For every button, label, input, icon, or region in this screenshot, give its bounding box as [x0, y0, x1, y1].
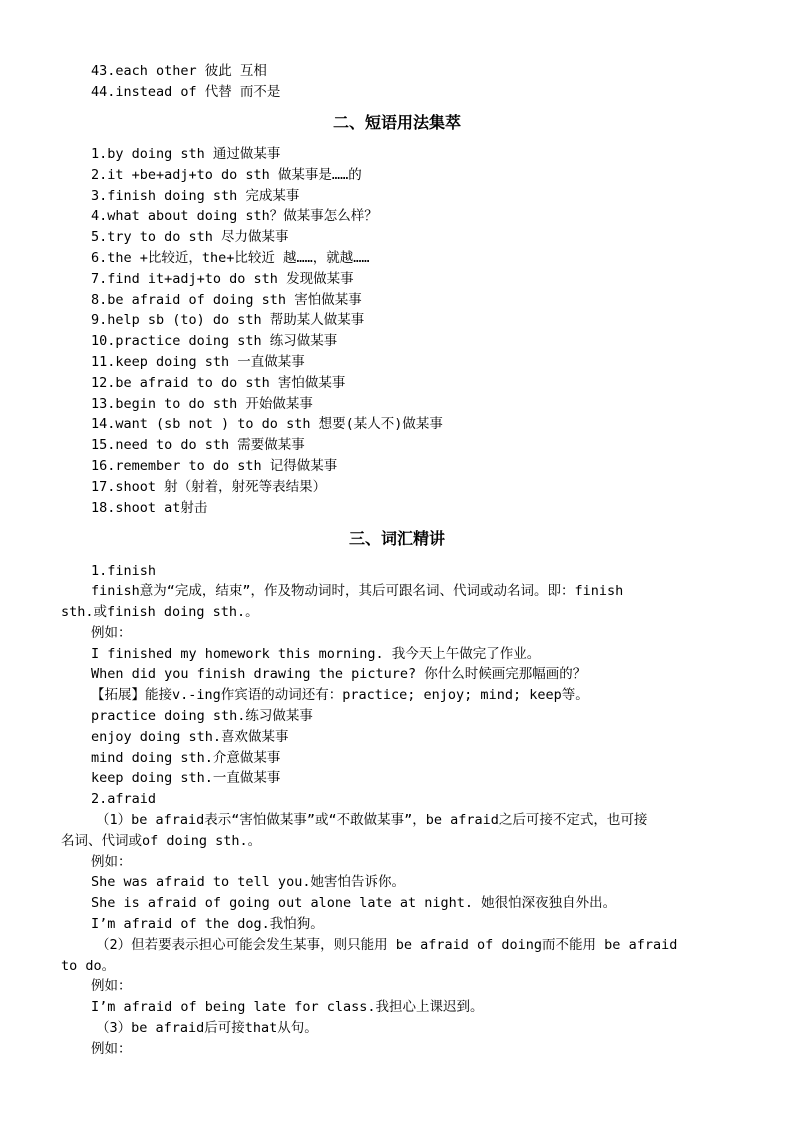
- phrase-item: 11.keep doing sth 一直做某事: [91, 354, 305, 370]
- afraid-example-3: I’m afraid of the dog.我怕狗。: [91, 916, 324, 932]
- vocab-item-44: 44.instead of 代替 而不是: [91, 84, 281, 100]
- phrase-item: 10.practice doing sth 练习做某事: [91, 333, 338, 349]
- finish-definition-line1: finish意为“完成，结束”，作及物动词时，其后可跟名词、代词或动名词。即：finish: [91, 583, 624, 599]
- vocab-entry-afraid-title: 2.afraid: [91, 791, 157, 807]
- section2-heading: 二、短语用法集萃: [332, 113, 461, 132]
- vocab-entry-finish-title: 1.finish: [91, 563, 157, 579]
- extension-item: mind doing sth.介意做某事: [91, 750, 281, 766]
- section3-heading: 三、词汇精讲: [348, 529, 445, 548]
- phrase-item: 16.remember to do sth 记得做某事: [91, 458, 338, 474]
- afraid-point3: （3）be afraid后可接that从句。: [96, 1020, 318, 1036]
- extension-item: practice doing sth.练习做某事: [91, 708, 313, 724]
- afraid-point2-line2: to do。: [61, 958, 116, 974]
- extension-item: enjoy doing sth.喜欢做某事: [91, 729, 289, 745]
- example-label: 例如：: [91, 1041, 132, 1057]
- finish-definition-line2: sth.或finish doing sth.。: [61, 604, 259, 620]
- phrase-item: 13.begin to do sth 开始做某事: [91, 396, 313, 412]
- phrase-item: 12.be afraid to do sth 害怕做某事: [91, 375, 346, 391]
- phrase-item: 1.by doing sth 通过做某事: [91, 146, 281, 162]
- phrase-item: 6.the +比较近，the+比较近 越……，就越……: [91, 250, 370, 266]
- phrase-item: 14.want (sb not ) to do sth 想要(某人不)做某事: [91, 416, 443, 432]
- phrase-item: 18.shoot at射击: [91, 500, 208, 516]
- phrase-item: 2.it +be+adj+to do sth 做某事是……的: [91, 167, 362, 183]
- afraid-example-2: She is afraid of going out alone late at night. 她很怕深夜独自外出。: [91, 895, 617, 911]
- example-label: 例如：: [91, 625, 132, 641]
- finish-example-2: When did you finish drawing the picture? 你什么时候画完那幅画的？: [91, 666, 587, 682]
- afraid-example-1: She was afraid to tell you.她害怕告诉你。: [91, 874, 405, 890]
- afraid-example-4: I’m afraid of being late for class.我担心上课迟到。: [91, 999, 484, 1015]
- extension-item: keep doing sth.一直做某事: [91, 770, 281, 786]
- example-label: 例如：: [91, 978, 132, 994]
- afraid-point1-line1: （1）be afraid表示“害怕做某事”或“不敢做某事”，be afraid之后可接不定式，也可接: [96, 812, 648, 828]
- phrase-item: 5.try to do sth 尽力做某事: [91, 229, 289, 245]
- phrase-item: 3.finish doing sth 完成某事: [91, 188, 300, 204]
- finish-extension: 【拓展】能接v.-ing作宾语的动词还有：practice; enjoy; mind; keep等。: [91, 687, 589, 703]
- phrase-item: 4.what about doing sth？做某事怎么样？: [91, 208, 378, 224]
- afraid-point2-line1: （2）但若要表示担心可能会发生某事，则只能用 be afraid of doing而不能用 be afraid: [96, 937, 678, 953]
- afraid-point1-line2: 名词、代词或of doing sth.。: [61, 833, 262, 849]
- vocab-item-43: 43.each other 彼此 互相: [91, 63, 267, 79]
- phrase-item: 9.help sb (to) do sth 帮助某人做某事: [91, 312, 365, 328]
- phrase-item: 17.shoot 射（射着，射死等表结果）: [91, 479, 327, 495]
- phrase-item: 8.be afraid of doing sth 害怕做某事: [91, 292, 362, 308]
- phrase-item: 7.find it+adj+to do sth 发现做某事: [91, 271, 354, 287]
- finish-example-1: I finished my homework this morning. 我今天上午做完了作业。: [91, 646, 541, 662]
- phrase-item: 15.need to do sth 需要做某事: [91, 437, 305, 453]
- example-label: 例如：: [91, 854, 132, 870]
